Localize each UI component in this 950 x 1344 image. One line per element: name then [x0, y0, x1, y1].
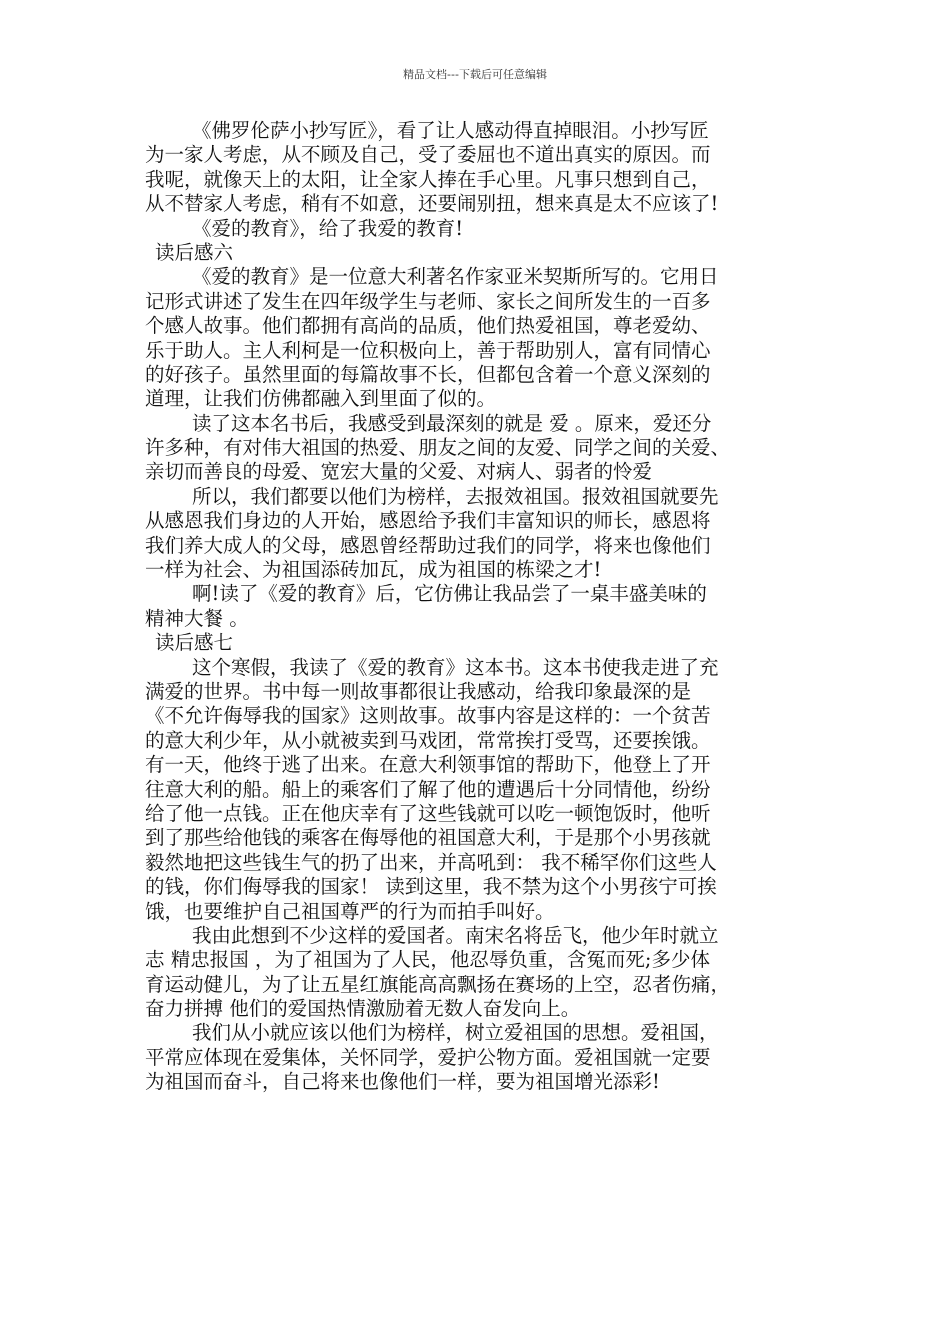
text-line: 《爱的教育》是一位意大利著名作家亚米契斯所写的。它用日: [192, 265, 719, 289]
text-line: 育运动健儿，为了让五星红旗能高高飘扬在赛场的上空，忍者伤痛，: [145, 972, 731, 996]
text-line: 我呢，就像天上的太阳，让全家人捧在手心里。凡事只想到自己，: [145, 167, 711, 191]
text-line: 《不允许侮辱我的国家》这则故事。故事内容是这样的：一个贫苦: [145, 704, 711, 728]
text-line: 这个寒假，我读了《爱的教育》这本书。这本书使我走进了充: [192, 655, 719, 679]
text-line: 许多种，有对伟大祖国的热爱、朋友之间的友爱、同学之间的关爱、: [145, 436, 731, 460]
text-line: 的好孩子。虽然里面的每篇故事不长，但都包含着一个意义深刻的: [145, 362, 711, 386]
text-line: 《佛罗伦萨小抄写匠》，看了让人感动得直掉眼泪。小抄写匠: [192, 119, 709, 142]
text-line: 奋力拼搏 他们的爱国热情激励着无数人奋发向上。: [145, 997, 581, 1021]
text-line: 的意大利少年，从小就被卖到马戏团，常常挨打受骂，还要挨饿。: [145, 728, 711, 752]
text-line: 饿，也要维护自己祖国尊严的行为而拍手叫好。: [145, 899, 555, 923]
text-line: 记形式讲述了发生在四年级学生与老师、家长之间所发生的一百多: [145, 289, 711, 313]
text-line: 个感人故事。他们都拥有高尚的品质，他们热爱祖国，尊老爱幼、: [145, 314, 711, 338]
text-line: 志 精忠报国 ，为了祖国为了人民，他忍辱负重，含冤而死;多少体: [145, 948, 710, 972]
text-line: 我们养大成人的父母，感恩曾经帮助过我们的同学，将来也像他们: [145, 533, 711, 557]
document-body: [145, 119, 815, 1095]
text-line: 所以，我们都要以他们为榜样，去报效祖国。报效祖国就要先: [192, 484, 719, 508]
text-line: 为一家人考虑，从不顾及自己，受了委屈也不道出真实的原因。而: [145, 143, 711, 167]
text-line: 一样为社会、为祖国添砖加瓦，成为祖国的栋梁之才!: [145, 558, 602, 582]
text-line: 亲切而善良的母爱、宽宏大量的父爱、对病人、弱者的怜爱: [145, 460, 653, 484]
text-line: 平常应体现在爱集体，关怀同学，爱护公物方面。爱祖国就一定要: [145, 1045, 711, 1069]
text-line: 我们从小就应该以他们为榜样，树立爱祖国的思想。爱祖国，: [192, 1021, 719, 1045]
text-line: 精神大餐 。: [145, 606, 249, 630]
text-line: 给了他一点钱。正在他庆幸有了这些钱就可以吃一顿饱饭时，他听: [145, 801, 711, 825]
text-line: 毅然地把这些钱生气的扔了出来，并高吼到： 我不稀罕你们这些人: [145, 850, 717, 874]
text-line: 为祖国而奋斗，自己将来也像他们一样，要为祖国增光添彩!: [145, 1070, 660, 1094]
text-line: 我由此想到不少这样的爱国者。南宋名将岳飞，他少年时就立: [192, 923, 719, 947]
text-line: 的钱，你们侮辱我的国家！ 读到这里，我不禁为这个小男孩宁可挨: [145, 875, 717, 899]
page-header: 精品文档---下载后可任意编辑: [403, 68, 547, 81]
text-line: 往意大利的船。船上的乘客们了解了他的遭遇后十分同情他，纷纷: [145, 777, 711, 801]
text-line: 满爱的世界。书中每一则故事都很让我感动，给我印象最深的是: [145, 679, 692, 703]
text-line: 《爱的教育》，给了我爱的教育!: [192, 216, 464, 240]
text-line: 从感恩我们身边的人开始，感恩给予我们丰富知识的师长，感恩将: [145, 509, 711, 533]
text-line: 从不替家人考虑，稍有不如意，还要闹别扭，想来真是太不应该了!: [145, 192, 719, 216]
text-line: 道理，让我们仿佛都融入到里面了似的。: [145, 387, 497, 411]
text-line: 到了那些给他钱的乘客在侮辱他的祖国意大利，于是那个小男孩就: [145, 826, 711, 850]
text-line: 啊!读了《爱的教育》后，它仿佛让我品尝了一桌丰盛美味的: [192, 582, 707, 606]
text-line: 有一天，他终于逃了出来。在意大利领事馆的帮助下，他登上了开: [145, 753, 711, 777]
text-line: 读了这本名书后，我感受到最深刻的就是 爱 。原来，爱还分: [192, 411, 712, 435]
text-line: 乐于助人。主人利柯是一位积极向上，善于帮助别人，富有同情心: [145, 338, 711, 362]
section-heading: 读后感七: [155, 631, 234, 655]
section-heading: 读后感六: [155, 240, 234, 264]
